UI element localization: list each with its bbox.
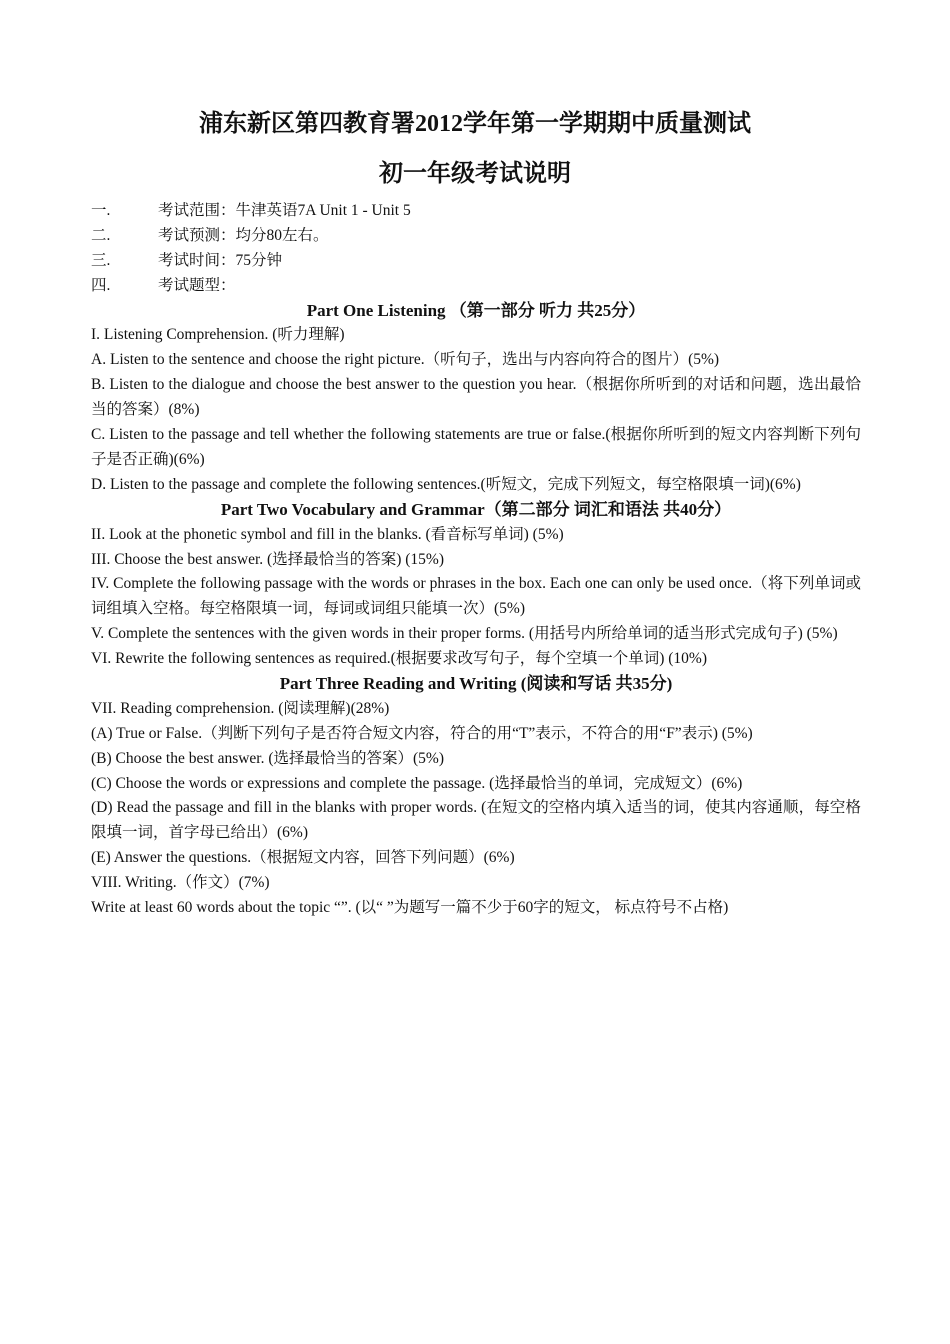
info-line-average [91, 224, 861, 249]
section-item: I. Listening Comprehension. (听力理解) [91, 326, 345, 344]
section-item: C. Listen to the passage and tell whether the following statements are true or false.(根据你所听到的短文内容判断下列句子是否正确)(6%) [91, 426, 861, 468]
info-number: 一. [91, 202, 111, 219]
section-item: (A) True or False.（判断下列句子是否符合短文内容，符合的用“T”表示，不符合的用“F”表示) (5%) [91, 724, 753, 742]
section-item: (D) Read the passage and fill in the blanks with proper words. (在短文的空格内填入适当的词，使其内容通顺，每空格限填一词，首字母已给出）(6%) [91, 799, 861, 842]
section-item: Write at least 60 words about the topic “”. (以“ ”为题写一篇不少于60字的短文， 标点符号不占格) [91, 899, 729, 917]
part-two-heading: Part Two Vocabulary and Grammar（第二部分 词汇和语法 共40分） [220, 499, 732, 519]
document-title: 浦东新区第四教育署2012学年第一学期期中质量测试 [199, 111, 751, 137]
section-item: III. Choose the best answer. (选择最恰当的答案) (15%) [91, 550, 444, 568]
section-item: V. Complete the sentences with the given words in their proper forms. (用括号内所给单词的适当形式完成句子) (5%) [91, 625, 838, 643]
section-item: VII. Reading comprehension. (阅读理解)(28%) [91, 699, 390, 717]
section-item: B. Listen to the dialogue and choose the best answer to the question you hear.（根据你所听到的对话和问题，选出最恰当的答案）(8%) [91, 376, 861, 419]
section-item: II. Look at the phonetic symbol and fill in the blanks. (看音标写单词) (5%) [91, 525, 564, 543]
section-item: VI. Rewrite the following sentences as required.(根据要求改写句子，每个空填一个单词) (10%) [91, 650, 708, 668]
section-item: A. Listen to the sentence and choose the right picture.（听句子，选出与内容向符合的图片）(5%) [91, 351, 720, 369]
document-subtitle: 初一年级考试说明 [379, 161, 571, 187]
info-line-types [91, 274, 861, 299]
section-item: (B) Choose the best answer. (选择最恰当的答案）(5%) [91, 749, 445, 767]
info-text: 考试题型： [158, 276, 236, 294]
info-line-time [91, 249, 861, 274]
info-number: 三. [91, 251, 111, 269]
info-text: 考试范围：牛津英语7A Unit 1 - Unit 5 [158, 202, 411, 219]
section-item: D. Listen to the passage and complete the following sentences.(听短文，完成下列短文，每空格限填一词)(6%) [91, 475, 801, 493]
section-item: IV. Complete the following passage with the words or phrases in the box. Each one can only be used once.（将下列单词或词组填入空格。每空格限填一词，每词或词组只能填一次）(5%) [91, 575, 861, 618]
section-item: (E) Answer the questions.（根据短文内容，回答下列问题）(6%) [91, 849, 515, 867]
info-number: 四. [91, 276, 111, 294]
info-text: 考试预测：均分80左右。 [158, 226, 329, 244]
info-line-scope [91, 199, 861, 224]
part-three-heading: Part Three Reading and Writing (阅读和写话 共35分) [279, 674, 673, 694]
part-one-heading: Part One Listening （第一部分 听力 共25分） [306, 300, 646, 320]
document-body [91, 199, 861, 921]
info-number: 二. [91, 226, 111, 244]
section-item: VIII. Writing.（作文）(7%) [91, 874, 270, 892]
info-text: 考试时间：75分钟 [158, 251, 283, 269]
section-item: (C) Choose the words or expressions and complete the passage. (选择最恰当的单词，完成短文）(6%) [91, 774, 743, 792]
